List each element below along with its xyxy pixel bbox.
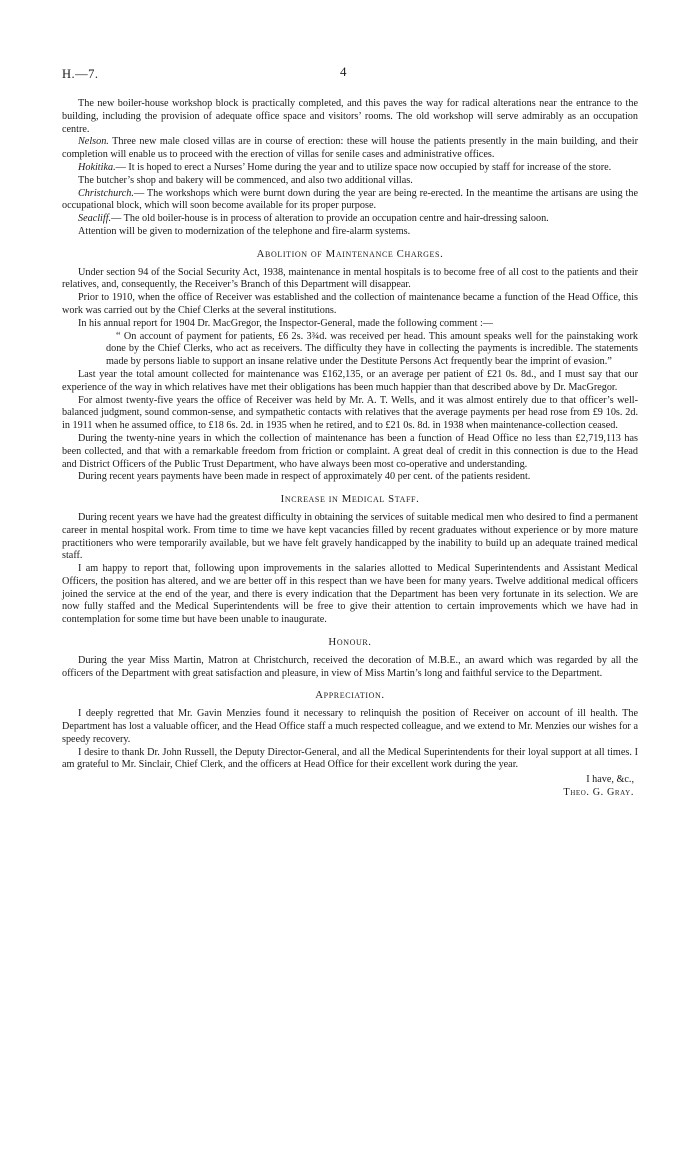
paragraph-text: The new boiler-house workshop block is practically completed, and this paves the way for radical alterations near the entrance to the building, including the provision of adequate office space and visitors’ rooms. The old workshop will serve admirably as an occupation centre. xyxy=(62,98,638,135)
paragraph xyxy=(62,213,638,226)
paragraph xyxy=(62,162,638,175)
place-name: Seacliff. xyxy=(78,213,112,225)
document-code: H.—7. xyxy=(62,67,99,81)
paragraph: Last year the total amount collected for maintenance was £162,135, or an average per patient of £21 0s. 8d., and I must say that our experience of the way in which relatives have met their obligations has been much happier than that described above by Dr. MacGregor. xyxy=(62,368,638,393)
page-number: 4 xyxy=(340,64,347,79)
paragraph: During recent years we have had the greatest difficulty in obtaining the services of suitable medical men who desired to find a permanent career in mental hospital work. From time to time we have kept vacancies filled by recent graduates without experience or by more mature practitioners who were temporarily available, but we have felt gravely handicapped by the inability to build up an adequate trained medical staff. xyxy=(62,511,638,562)
paragraph-text: Three new male closed villas are in course of erection: these will house the patients presently in the main building, and their completion will enable us to proceed with the erection of villas for senile cases and administrative offices. xyxy=(62,136,638,161)
paragraph: Prior to 1910, when the office of Receiver was established and the collection of maintenance became a function of the Head Office, this work was carried out by the Chief Clerks at the several institutions. xyxy=(62,292,638,316)
paragraph xyxy=(62,98,638,136)
valediction: I have, &c., xyxy=(586,774,634,786)
paragraph-text: Attention will be given to modernization of the telephone and fire-alarm systems. xyxy=(78,225,411,237)
body-text xyxy=(62,98,638,800)
signature: Theo. G. Gray. xyxy=(563,787,634,799)
place-name: Nelson. xyxy=(78,136,109,148)
heading-abolition: Abolition of Maintenance Charges. xyxy=(256,247,444,260)
paragraph: During the twenty-nine years in which the collection of maintenance has been a function of Head Office no less than £2,719,113 has been collected, and that with a remarkable freedom from friction or complaint. A great deal of credit in this connection is due to the Head and District Officers of the Public Trust Department, who have always been most co-operative and understanding. xyxy=(62,432,638,470)
paragraph-text: The butcher’s shop and bakery will be commenced, and also two additional villas. xyxy=(78,174,413,186)
paragraph-text: — The old boiler-house is in process of alteration to provide an occupation centre and hair-dressing saloon. xyxy=(111,213,549,225)
paragraph: Under section 94 of the Social Security Act, 1938, maintenance in mental hospitals is to become free of all cost to the patients and their relatives, and, consequently, the Receiver’s Branch of this Department will disappear. xyxy=(62,266,638,291)
paragraph xyxy=(62,226,638,239)
place-name: Christchurch. xyxy=(78,187,134,199)
paragraph xyxy=(62,175,638,188)
paragraph-text: — The workshops which were burnt down during the year are being re-erected. In the meantime the artisans are using the occupational block, which will soon become available for its proper purpose. xyxy=(62,187,638,212)
heading-appreciation: Appreciation. xyxy=(315,689,385,702)
paragraph: In his annual report for 1904 Dr. MacGregor, the Inspector-General, made the following comment :— xyxy=(78,317,493,329)
paragraph: I deeply regretted that Mr. Gavin Menzies found it necessary to relinquish the position of Receiver on account of ill health. The Department has lost a valuable officer, and the Head Office staff a much respected colleague, and we extend to Mr. Menzies our wishes for a speedy recovery. xyxy=(62,708,638,745)
paragraph: I desire to thank Dr. John Russell, the Deputy Director-General, and all the Medical Superintendents for their loyal support at all times. I am grateful to Mr. Sinclair, Chief Clerk, and the officers at Head Office for their excellent work during the year. xyxy=(62,746,638,771)
paragraph xyxy=(62,188,638,214)
paragraph: For almost twenty-five years the office of Receiver was held by Mr. A. T. Wells, and it was almost entirely due to that officer’s well-balanced judgment, sound common-sense, and sympathetic contacts with relatives that the average payments per head rose from £9 10s. 2d. in 1911 when he assumed office, to £18 6s. 2d. in 1935 when he retired, and to £21 0s. 8d. in 1938 when maintenance-collection ceased. xyxy=(62,394,638,432)
paragraph xyxy=(62,136,638,162)
place-name: Hokitika. xyxy=(78,161,116,173)
block-quote: “ On account of payment for patients, £6 2s. 3¾d. was received per head. This amount speaks well for the painstaking work done by the Chief Clerks, who act as receivers. The difficulty they have in collecting the payments is incredible. The statements made by persons liable to support an insane relative under the Destitute Persons Act frequently bear the imprint of evasion.” xyxy=(106,330,638,368)
heading-medical-staff: Increase in Medical Staff. xyxy=(280,493,420,506)
paragraph: During the year Miss Martin, Matron at Christchurch, received the decoration of M.B.E., an award which was regarded by all the officers of the Department with great satisfaction and pleasure, in view of Miss Martin’s long and faithful service to the Department. xyxy=(62,654,638,679)
paragraph: During recent years payments have been made in respect of approximately 40 per cent. of the patients resident. xyxy=(78,471,531,483)
intro-section xyxy=(62,98,638,239)
paragraph: I am happy to report that, following upon improvements in the salaries allotted to Medical Superintendents and Assistant Medical Officers, the position has altered, and we are better off in this respect than we have been for many years. Twelve additional medical officers joined the service at the end of the year, and there is every indication that the Department has been very fortunate in its selection. We are now fully staffed and the Medical Superintendents will be free to give their attention to certain improvements which we have had in contemplation for some time but have been unable to inaugurate. xyxy=(62,563,638,626)
paragraph-text: — It is hoped to erect a Nurses’ Home during the year and to utilize space now occupied by staff for increase of the store. xyxy=(115,161,612,173)
heading-honour: Honour. xyxy=(328,636,372,649)
